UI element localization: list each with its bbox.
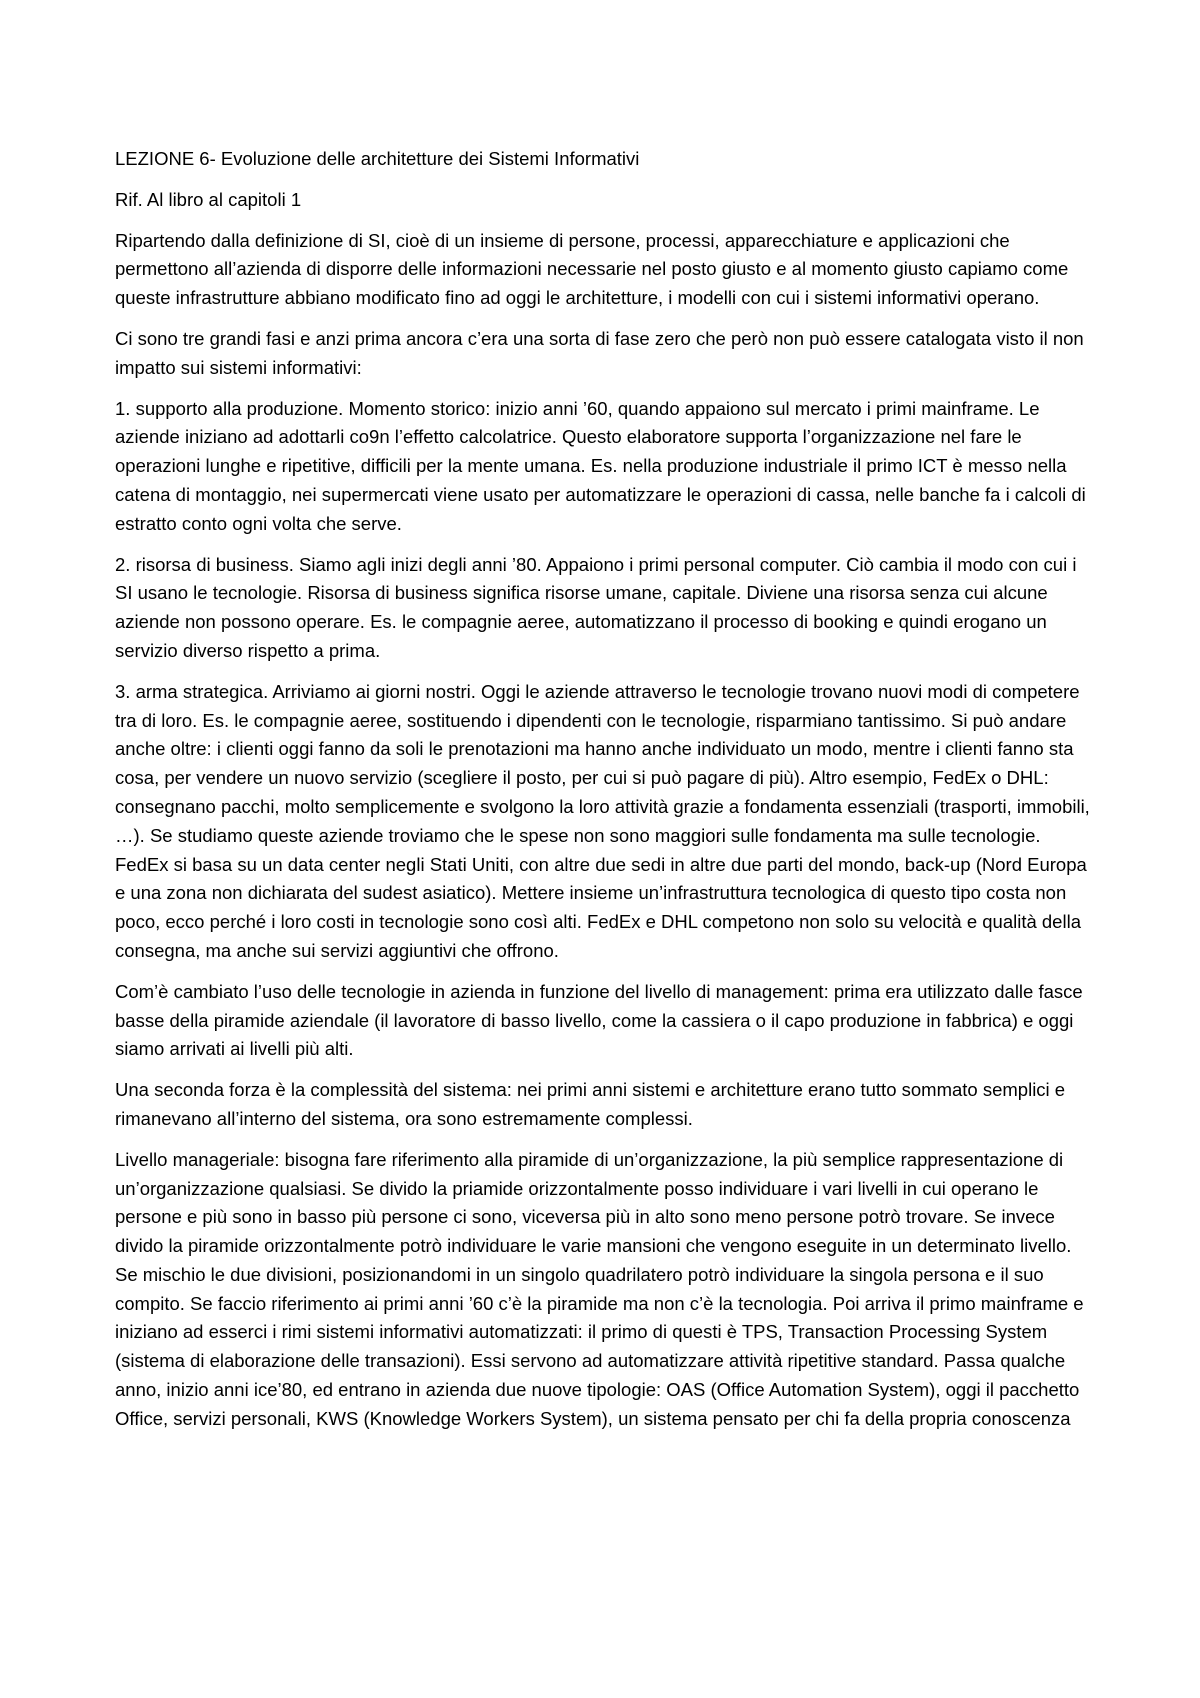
paragraph-phase-1: 1. supporto alla produzione. Momento storico: inizio anni ’60, quando appaiono sul mercato i primi mainframe. Le aziende iniziano ad adottarli co9n l’effetto calcolatrice. Questo elaboratore supporta l’organizzazione nel fare le operazioni lunghe e ripetitive, difficili per la mente umana. Es. nella produzione industriale il primo ICT è messo nella catena di montaggio, nei supermercati viene usato per automatizzare le operazioni di cassa, nelle banche fa i calcoli di estratto conto ogni volta che serve. — [115, 397, 1086, 534]
document-body — [115, 145, 1090, 1446]
paragraph-phase-3: 3. arma strategica. Arriviamo ai giorni nostri. Oggi le aziende attraverso le tecnologie trovano nuovi modi di competere tra di loro. Es. le compagnie aeree, sostituendo i dipendenti con le tecnologie, risparmiano tantissimo. Si può andare anche oltre: i clienti oggi fanno da soli le prenotazioni ma hanno anche individuato un modo, mentre i clienti fanno sta cosa, per vendere un nuovo servizio (scegliere il posto, per cui si può pagare di più). Altro esempio, FedEx o DHL: consegnano pacchi, molto semplicemente e svolgono la loro attività grazie a fondamenta essenziali (trasporti, immobili, …). Se studiamo queste aziende troviamo che le spese non sono maggiori sulle fondamenta ma sulle tecnologie. FedEx si basa su un data center negli Stati Uniti, con altre due sedi in altre due parti del mondo, back-up (Nord Europa e una zona non dichiarata del sudest asiatico). Mettere insieme un’infrastruttura tecnologica di questo tipo costa non poco, ecco perché i loro costi in tecnologie sono così alti. FedEx e DHL competono non solo su velocità e qualità della consegna, ma anche sui servizi aggiuntivi che offrono. — [115, 680, 1090, 961]
paragraph-definition: Ripartendo dalla definizione di SI, cioè di un insieme di persone, processi, apparecchiature e applicazioni che permettono all’azienda di disporre delle informazioni necessarie nel posto giusto e al momento giusto capiamo come queste infrastrutture abbiano modificato fino ad oggi le architetture, i modelli con cui i sistemi informativi operano. — [115, 229, 1069, 309]
document-title: LEZIONE 6- Evoluzione delle architetture dei Sistemi Informativi — [115, 148, 640, 169]
paragraph-phases-intro: Ci sono tre grandi fasi e anzi prima ancora c’era una sorta di fase zero che però non può essere catalogata visto il non impatto sui sistemi informativi: — [115, 327, 1084, 378]
paragraph-phase-2: 2. risorsa di business. Siamo agli inizi degli anni ’80. Appaiono i primi personal computer. Ciò cambia il modo con cui i SI usano le tecnologie. Risorsa di business significa risorse umane, capitale. Diviene una risorsa senza cui alcune aziende non possono operare. Es. le compagnie aeree, automatizzano il processo di booking e quindi erogano un servizio diverso rispetto a prima. — [115, 553, 1077, 661]
document-reference: Rif. Al libro al capitoli 1 — [115, 188, 302, 210]
paragraph-managerial-level: Livello manageriale: bisogna fare riferimento alla piramide di un’organizzazione, la più semplice rappresentazione di un’organizzazione qualsiasi. Se divido la priamide orizzontalmente posso individuare i vari livelli in cui operano le persone e più sono in basso più persone ci sono, viceversa più in alto sono meno persone potrò trovare. Se invece divido la piramide orizzontalmente potrò individuare le varie mansioni che vengono eseguite in un determinato livello. Se mischio le due divisioni, posizionandomi in un singolo quadrilatero potrò individuare la singola persona e il suo compito. Se faccio riferimento ai primi anni ’60 c’è la piramide ma non c’è la tecnologia. Poi arriva il primo mainframe e iniziano ad esserci i rimi sistemi informativi automatizzati: il primo di questi è TPS, Transaction Processing System (sistema di elaborazione delle transazioni). Essi servono ad automatizzare attività ripetitive standard. Passa qualche anno, inizio anni ice’80, ed entrano in azienda due nuove tipologie: OAS (Office Automation System), oggi il pacchetto Office, servizi personali, KWS (Knowledge Workers System), un sistema pensato per chi fa della propria conoscenza — [115, 1148, 1084, 1429]
paragraph-complexity: Una seconda forza è la complessità del sistema: nei primi anni sistemi e architetture erano tutto sommato semplici e rimanevano all’interno del sistema, ora sono estremamente complessi. — [115, 1079, 1066, 1129]
paragraph-management-use: Com’è cambiato l’uso delle tecnologie in azienda in funzione del livello di management: prima era utilizzato dalle fasce basse della piramide aziendale (il lavoratore di basso livello, come la cassiera o il capo produzione in fabbrica) e oggi siamo arrivati ai livelli più alti. — [115, 980, 1083, 1060]
